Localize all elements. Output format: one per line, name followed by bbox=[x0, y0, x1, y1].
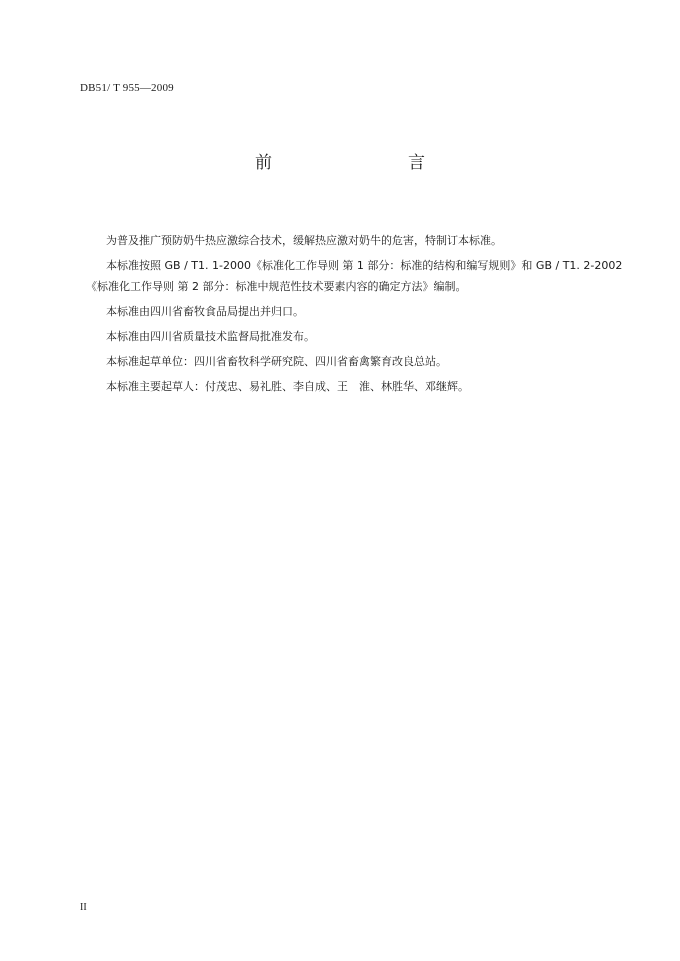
paragraph-approver: 本标准由四川省质量技术监督局批准发布。 bbox=[106, 330, 315, 343]
foreword-body bbox=[86, 234, 623, 405]
paragraph-proposer: 本标准由四川省畜牧食品局提出并归口。 bbox=[106, 305, 304, 318]
paragraph-drafting-rules: 本标准按照 GB / T1. 1-2000《标准化工作导则 第 1 部分：标准的结构和编写规则》和 GB / T1. 2-2002 bbox=[106, 259, 623, 272]
standard-code: DB51/ T 955—2009 bbox=[80, 82, 174, 94]
page-title: 前 言 bbox=[255, 153, 459, 173]
paragraph-drafting-units: 本标准起草单位：四川省畜牧科学研究院、四川省畜禽繁育改良总站。 bbox=[106, 355, 447, 368]
paragraph-drafting-rules-continued: 《标准化工作导则 第 2 部分：标准中规范性技术要素内容的确定方法》编制。 bbox=[86, 280, 467, 293]
paragraph-purpose: 为普及推广预防奶牛热应激综合技术，缓解热应激对奶牛的危害，特制订本标准。 bbox=[106, 234, 502, 247]
page-number: II bbox=[80, 902, 87, 913]
paragraph-drafters: 本标准主要起草人：付茂忠、易礼胜、李自成、王 淮、林胜华、邓继辉。 bbox=[106, 380, 469, 393]
